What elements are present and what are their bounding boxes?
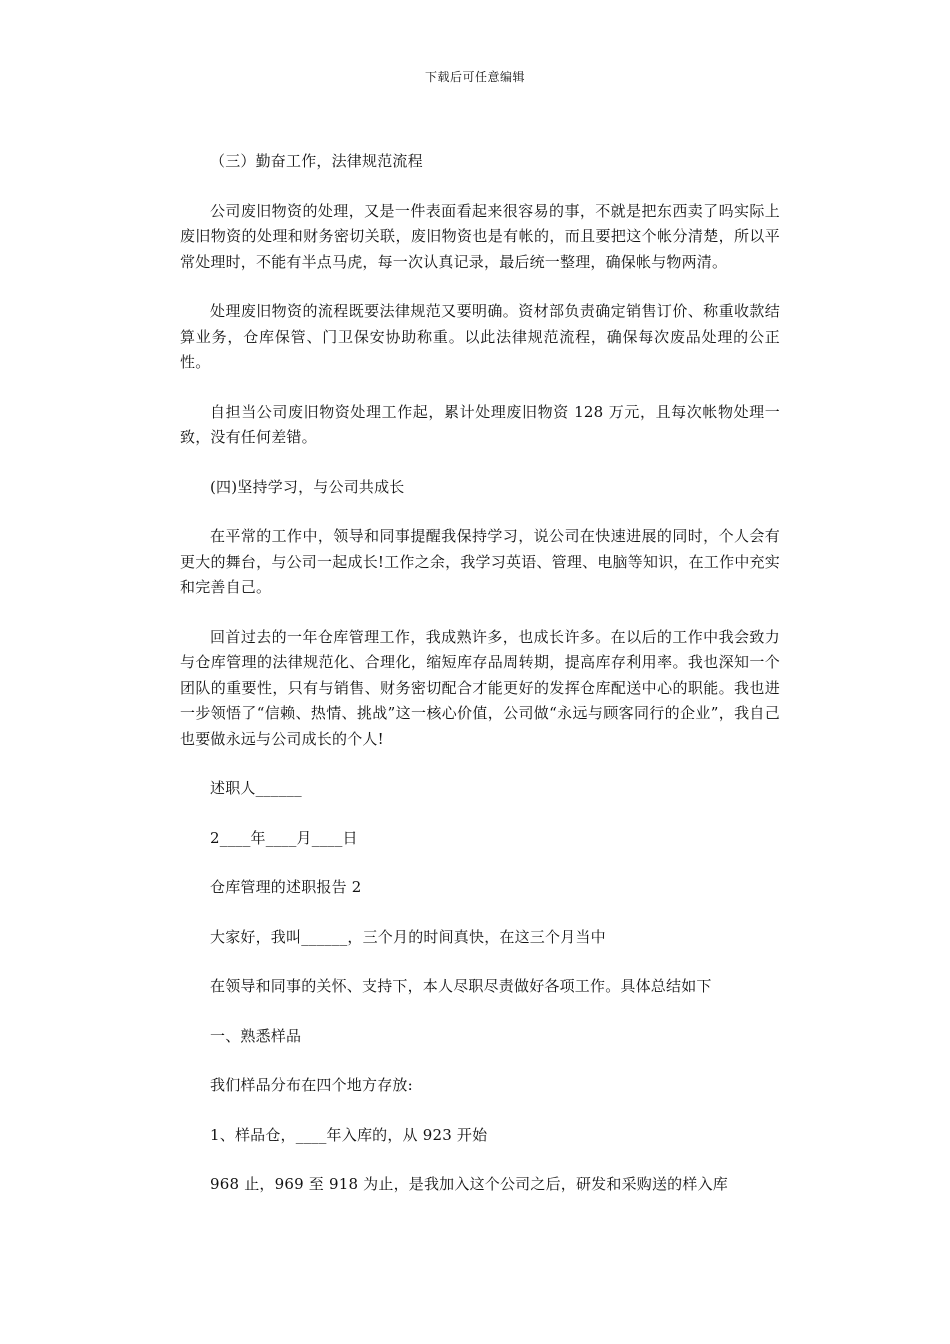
paragraph: 我们样品分布在四个地方存放: [210,1076,413,1094]
paragraph: 自担当公司废旧物资处理工作起，累计处理废旧物资 128 万元，且每次帐物处理一致，没有任何差错。 [180,402,780,446]
document-body [180,149,780,1222]
section-heading-4: (四)坚持学习，与公司共成长 [210,477,405,496]
signer-line: 述职人______ [210,779,302,797]
paragraph: 回首过去的一年仓库管理工作，我成熟许多，也成长许多。在以后的工作中我会致力与仓库管理的法律规范化、合理化，缩短库存品周转期，提高库存利用率。我也深知一个团队的重要性，只有与销售、财务密切配合才能更好的发挥仓库配送中心的职能。我也进一步领悟了“信赖、热情、挑战”这一核心价值，公司做“永远与顾客同行的企业”，我自己也要做永远与公司成长的个人! [180,627,780,748]
report-title: 仓库管理的述职报告 2 [210,878,362,896]
date-line: 2____年____月____日 [210,828,358,847]
list-item: 1、样品仓，____年入库的，从 923 开始 [210,1125,488,1144]
page-header [0,68,950,86]
section-heading-3: （三）勤奋工作，法律规范流程 [210,152,423,170]
section-heading-1: 一、熟悉样品 [210,1026,302,1045]
paragraph: 处理废旧物资的流程既要法律规范又要明确。资材部负责确定销售订价、称重收款结算业务，仓库保管、门卫保安协助称重。以此法律规范流程，确保每次废品处理的公正性。 [180,302,780,371]
paragraph: 968 止，969 至 918 为止，是我加入这个公司之后，研发和采购送的样入库 [210,1175,728,1193]
paragraph: 大家好，我叫______，三个月的时间真快，在这三个月当中 [210,927,606,946]
paragraph: 在领导和同事的关怀、支持下，本人尽职尽责做好各项工作。具体总结如下 [210,977,712,995]
paragraph: 在平常的工作中，领导和同事提醒我保持学习，说公司在快速进展的同时，个人会有更大的舞台，与公司一起成长!工作之余，我学习英语、管理、电脑等知识，在工作中充实和完善自己。 [180,527,780,596]
header-title: 下载后可任意编辑 [424,70,525,84]
paragraph: 公司废旧物资的处理，又是一件表面看起来很容易的事，不就是把东西卖了吗实际上废旧物资的处理和财务密切关联，废旧物资也是有帐的，而且要把这个帐分清楚，所以平常处理时，不能有半点马虎，每一次认真记录，最后统一整理，确保帐与物两清。 [180,201,780,271]
